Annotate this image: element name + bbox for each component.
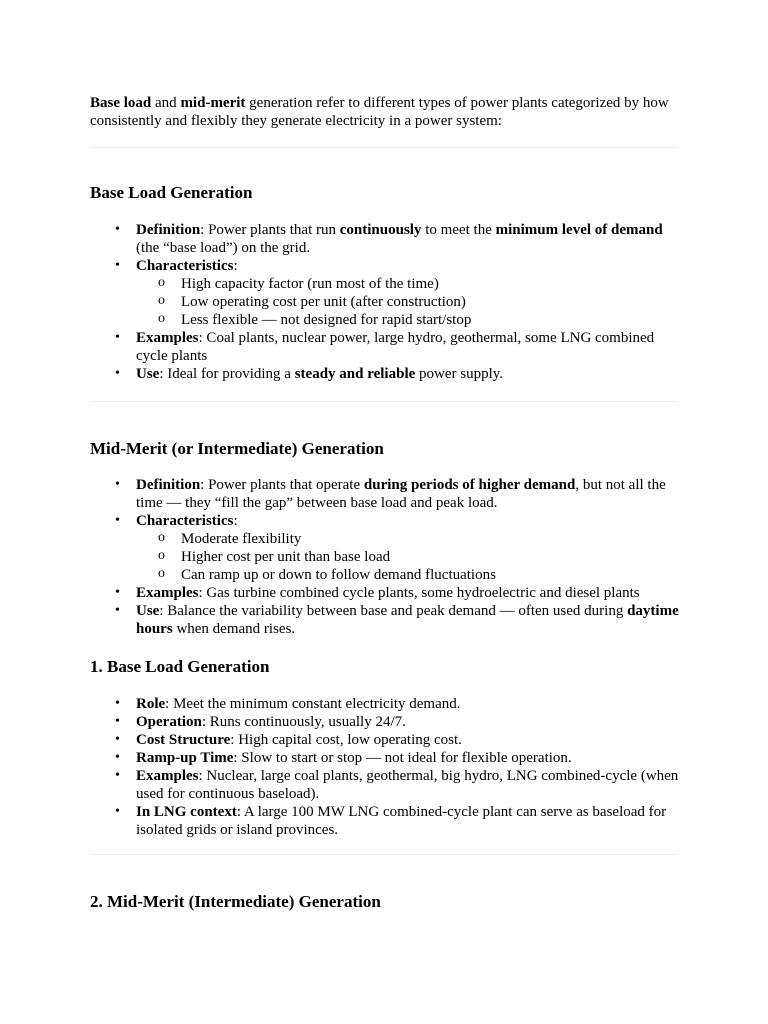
text: : Power plants that run xyxy=(200,222,340,238)
list-item-role xyxy=(136,695,681,713)
sub-list-item: o Low operating cost per unit (after construction) xyxy=(181,293,681,311)
text: when demand rises. xyxy=(172,621,296,637)
term-base-load: Base load xyxy=(90,95,152,111)
divider-1 xyxy=(90,147,678,148)
section-heading-base-load: Base Load Generation xyxy=(90,183,253,202)
label-definition: Definition xyxy=(136,222,201,238)
label-characteristics: Characteristics xyxy=(136,258,234,274)
characteristics-sublist xyxy=(136,275,681,329)
text: to meet the xyxy=(421,222,496,238)
emphasis: during periods of higher demand xyxy=(363,477,576,493)
text: : Runs continuously, usually 24/7. xyxy=(201,714,406,730)
base-load-list xyxy=(136,221,681,383)
colon: : xyxy=(233,258,238,274)
divider-3 xyxy=(90,854,678,855)
sub-list-item: o Moderate flexibility xyxy=(181,530,681,548)
divider-2 xyxy=(90,401,678,402)
text: : Ideal for providing a xyxy=(159,366,295,382)
list-item-examples xyxy=(136,584,681,602)
intro-and: and xyxy=(151,95,181,111)
list-item-definition xyxy=(136,221,681,257)
emphasis: minimum level of demand xyxy=(495,222,663,238)
list-item-use xyxy=(136,602,681,638)
label-examples: Examples xyxy=(136,330,199,346)
section-heading-1-base-load: 1. Base Load Generation xyxy=(90,657,270,676)
text: : Balance the variability between base and peak demand — often used during xyxy=(159,603,628,619)
label-characteristics: Characteristics xyxy=(136,513,234,529)
sub-list-item: o High capacity factor (run most of the time) xyxy=(181,275,681,293)
list-item-examples xyxy=(136,767,681,803)
emphasis: steady and reliable xyxy=(294,366,416,382)
emphasis: daytime hours xyxy=(136,603,679,637)
text: power supply. xyxy=(415,366,504,382)
colon: : xyxy=(233,513,238,529)
label: Role xyxy=(136,696,166,712)
section-heading-2-mid-merit: 2. Mid-Merit (Intermediate) Generation xyxy=(90,892,381,911)
list-item-use xyxy=(136,365,681,383)
label: Examples xyxy=(136,768,199,784)
label-use: Use xyxy=(136,603,160,619)
sub-list-item: o Less flexible — not designed for rapid start/stop xyxy=(181,311,681,329)
term-mid-merit: mid-merit xyxy=(180,95,246,111)
label: In LNG context xyxy=(136,804,237,820)
text: : Coal plants, nuclear power, large hydro, geothermal, some LNG combined cycle plants xyxy=(136,330,655,364)
text: : Nuclear, large coal plants, geothermal, big hydro, LNG combined-cycle (when used for continuous baseload). xyxy=(136,768,679,802)
list-item-ramp-up-time xyxy=(136,749,681,767)
intro-text: generation refer to different types of power plants categorized by how consistently and flexibly they generate electricity in a power system: xyxy=(90,95,669,129)
sub-list-item: o Can ramp up or down to follow demand fluctuations xyxy=(181,566,681,584)
list-item-lng-context xyxy=(136,803,681,839)
list-item-cost-structure xyxy=(136,731,681,749)
list-item-operation xyxy=(136,713,681,731)
intro-paragraph xyxy=(90,94,680,130)
characteristics-sublist xyxy=(136,530,681,584)
emphasis: continuously xyxy=(339,222,422,238)
mid-merit-list xyxy=(136,476,681,638)
text: : Gas turbine combined cycle plants, some hydroelectric and diesel plants xyxy=(198,585,640,601)
list-item-definition xyxy=(136,476,681,512)
text: , but not all the time — they “fill the gap” between base load and peak load. xyxy=(136,477,666,511)
text: : Slow to start or stop — not ideal for flexible operation. xyxy=(233,750,572,766)
base-load-detail-list xyxy=(136,695,681,839)
list-item-characteristics xyxy=(136,512,681,584)
list-item-characteristics xyxy=(136,257,681,329)
label-examples: Examples xyxy=(136,585,199,601)
section-heading-mid-merit: Mid-Merit (or Intermediate) Generation xyxy=(90,439,384,458)
label: Operation xyxy=(136,714,202,730)
label: Cost Structure xyxy=(136,732,231,748)
label-use: Use xyxy=(136,366,160,382)
sub-list-item: o Higher cost per unit than base load xyxy=(181,548,681,566)
text: : High capital cost, low operating cost. xyxy=(230,732,462,748)
text: : A large 100 MW LNG combined-cycle plant can serve as baseload for isolated grids or island provinces. xyxy=(136,804,667,838)
list-item-examples xyxy=(136,329,681,365)
text: : Power plants that operate xyxy=(200,477,364,493)
label-definition: Definition xyxy=(136,477,201,493)
text: (the “base load”) on the grid. xyxy=(136,240,311,256)
text: : Meet the minimum constant electricity demand. xyxy=(165,696,461,712)
label: Ramp-up Time xyxy=(136,750,234,766)
